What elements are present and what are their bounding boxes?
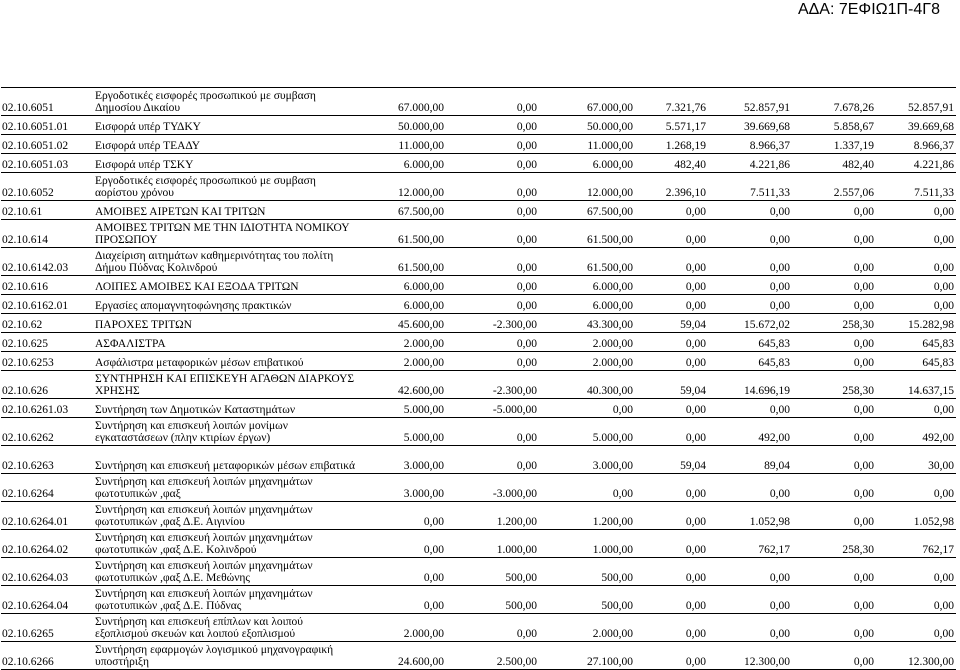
amount-cell: 4.221,86 xyxy=(708,154,792,173)
amount-cell: 0,00 xyxy=(792,276,876,295)
amount-cell: 0,00 xyxy=(792,558,876,586)
table-row xyxy=(1,558,956,586)
amount-cell: 1.200,00 xyxy=(539,502,635,530)
amount-cell: 0,00 xyxy=(635,586,708,614)
account-description: Συντήρηση και επισκευή λοιπών μηχανημάτων φωτοτυπικών ,φαξ Δ.Ε. Κολινδρού xyxy=(93,530,359,558)
amount-cell: 0,00 xyxy=(876,276,956,295)
account-code: 02.10.62 xyxy=(1,314,93,333)
amount-cell: 2.000,00 xyxy=(359,333,446,352)
account-code: 02.10.6051.03 xyxy=(1,154,93,173)
amount-cell: 0,00 xyxy=(446,173,539,201)
amount-cell: 14.696,19 xyxy=(708,371,792,399)
amount-cell: 59,04 xyxy=(635,446,708,474)
amount-cell: 0,00 xyxy=(635,276,708,295)
amount-cell: 0,00 xyxy=(635,530,708,558)
table-row xyxy=(1,371,956,399)
amount-cell: 500,00 xyxy=(446,586,539,614)
amount-cell: 0,00 xyxy=(635,558,708,586)
account-code: 02.10.6253 xyxy=(1,352,93,371)
account-code: 02.10.626 xyxy=(1,371,93,399)
amount-cell: -2.300,00 xyxy=(446,371,539,399)
table-row xyxy=(1,474,956,502)
table-row xyxy=(1,418,956,446)
amount-cell: 645,83 xyxy=(876,333,956,352)
account-description: Συντήρηση των Δημοτικών Καταστημάτων xyxy=(93,399,359,418)
amount-cell: 2.000,00 xyxy=(359,352,446,371)
amount-cell: 42.600,00 xyxy=(359,371,446,399)
amount-cell: 0,00 xyxy=(635,399,708,418)
amount-cell: 12.300,00 xyxy=(708,642,792,670)
amount-cell: 8.966,37 xyxy=(876,135,956,154)
amount-cell: 61.500,00 xyxy=(539,220,635,248)
amount-cell: 258,30 xyxy=(792,314,876,333)
amount-cell: 5.000,00 xyxy=(359,399,446,418)
amount-cell: 0,00 xyxy=(876,201,956,220)
amount-cell: 39.669,68 xyxy=(708,116,792,135)
amount-cell: 5.000,00 xyxy=(539,418,635,446)
account-description: ΣΥΝΤΗΡΗΣΗ ΚΑΙ ΕΠΙΣΚΕΥΗ ΑΓΑΘΩΝ ΔΙΑΡΚΟΥΣ ΧΡΗΣΗΣ xyxy=(93,371,359,399)
amount-cell: 645,83 xyxy=(876,352,956,371)
amount-cell: 500,00 xyxy=(539,558,635,586)
amount-cell: 0,00 xyxy=(446,295,539,314)
amount-cell: 492,00 xyxy=(708,418,792,446)
amount-cell: 0,00 xyxy=(635,614,708,642)
table-row xyxy=(1,276,956,295)
account-code: 02.10.6261.03 xyxy=(1,399,93,418)
amount-cell: 0,00 xyxy=(708,201,792,220)
account-description: Εισφορά υπέρ ΤΥΔΚΥ xyxy=(93,116,359,135)
amount-cell: 0,00 xyxy=(359,558,446,586)
amount-cell: 500,00 xyxy=(539,586,635,614)
table-row xyxy=(1,295,956,314)
amount-cell: 0,00 xyxy=(876,399,956,418)
amount-cell: 762,17 xyxy=(876,530,956,558)
amount-cell: 6.000,00 xyxy=(359,276,446,295)
account-code: 02.10.6262 xyxy=(1,418,93,446)
amount-cell: 258,30 xyxy=(792,530,876,558)
account-code: 02.10.6264.04 xyxy=(1,586,93,614)
amount-cell: 12.300,00 xyxy=(876,642,956,670)
table-row xyxy=(1,220,956,248)
amount-cell: 0,00 xyxy=(446,116,539,135)
amount-cell: 1.052,98 xyxy=(708,502,792,530)
amount-cell: 762,17 xyxy=(708,530,792,558)
amount-cell: 1.000,00 xyxy=(446,530,539,558)
amount-cell: 2.396,10 xyxy=(635,173,708,201)
amount-cell: 7.511,33 xyxy=(876,173,956,201)
amount-cell: 89,04 xyxy=(708,446,792,474)
account-code: 02.10.6051.02 xyxy=(1,135,93,154)
amount-cell: -5.000,00 xyxy=(446,399,539,418)
amount-cell: 52.857,91 xyxy=(876,88,956,116)
table-row xyxy=(1,586,956,614)
amount-cell: 0,00 xyxy=(446,333,539,352)
amount-cell: 67.000,00 xyxy=(539,88,635,116)
amount-cell: 0,00 xyxy=(792,220,876,248)
amount-cell: 11.000,00 xyxy=(359,135,446,154)
amount-cell: 0,00 xyxy=(446,88,539,116)
amount-cell: 12.000,00 xyxy=(359,173,446,201)
amount-cell: 2.000,00 xyxy=(539,333,635,352)
amount-cell: 0,00 xyxy=(446,248,539,276)
amount-cell: 0,00 xyxy=(446,614,539,642)
amount-cell: 5.000,00 xyxy=(359,418,446,446)
amount-cell: 1.052,98 xyxy=(876,502,956,530)
ada-code: ΑΔΑ: 7ΕΦΙΩ1Π-4Γ8 xyxy=(797,1,940,18)
amount-cell: 482,40 xyxy=(792,154,876,173)
amount-cell: 1.200,00 xyxy=(446,502,539,530)
amount-cell: 45.600,00 xyxy=(359,314,446,333)
amount-cell: 8.966,37 xyxy=(708,135,792,154)
amount-cell: 7.678,26 xyxy=(792,88,876,116)
amount-cell: 0,00 xyxy=(359,586,446,614)
amount-cell: 0,00 xyxy=(635,201,708,220)
amount-cell: 0,00 xyxy=(446,352,539,371)
amount-cell: 43.300,00 xyxy=(539,314,635,333)
account-code: 02.10.616 xyxy=(1,276,93,295)
amount-cell: 0,00 xyxy=(635,502,708,530)
table-row xyxy=(1,135,956,154)
amount-cell: 15.282,98 xyxy=(876,314,956,333)
amount-cell: 0,00 xyxy=(708,276,792,295)
amount-cell: 500,00 xyxy=(446,558,539,586)
amount-cell: 7.511,33 xyxy=(708,173,792,201)
amount-cell: 0,00 xyxy=(446,446,539,474)
amount-cell: 0,00 xyxy=(635,642,708,670)
table-row xyxy=(1,314,956,333)
amount-cell: 15.672,02 xyxy=(708,314,792,333)
account-code: 02.10.6052 xyxy=(1,173,93,201)
amount-cell: 0,00 xyxy=(876,586,956,614)
amount-cell: 0,00 xyxy=(792,333,876,352)
amount-cell: 11.000,00 xyxy=(539,135,635,154)
amount-cell: 67.500,00 xyxy=(539,201,635,220)
amount-cell: 0,00 xyxy=(635,248,708,276)
amount-cell: 6.000,00 xyxy=(539,154,635,173)
amount-cell: 482,40 xyxy=(635,154,708,173)
amount-cell: 0,00 xyxy=(539,474,635,502)
amount-cell: 0,00 xyxy=(792,502,876,530)
amount-cell: 3.000,00 xyxy=(359,474,446,502)
budget-table-body xyxy=(1,88,956,670)
amount-cell: 6.000,00 xyxy=(539,295,635,314)
amount-cell: 50.000,00 xyxy=(539,116,635,135)
amount-cell: 6.000,00 xyxy=(359,154,446,173)
amount-cell: 0,00 xyxy=(792,248,876,276)
amount-cell: 0,00 xyxy=(446,276,539,295)
amount-cell: 0,00 xyxy=(359,530,446,558)
amount-cell: 6.000,00 xyxy=(359,295,446,314)
account-description: Συντήρηση και επισκευή λοιπών μηχανημάτων φωτοτυπικών ,φαξ xyxy=(93,474,359,502)
amount-cell: 61.500,00 xyxy=(359,220,446,248)
amount-cell: 0,00 xyxy=(876,474,956,502)
table-row xyxy=(1,502,956,530)
table-row xyxy=(1,201,956,220)
amount-cell: 67.500,00 xyxy=(359,201,446,220)
account-code: 02.10.6266 xyxy=(1,642,93,670)
amount-cell: 3.000,00 xyxy=(359,446,446,474)
account-code: 02.10.6264 xyxy=(1,474,93,502)
amount-cell: -3.000,00 xyxy=(446,474,539,502)
amount-cell: 0,00 xyxy=(446,201,539,220)
amount-cell: 61.500,00 xyxy=(539,248,635,276)
amount-cell: 0,00 xyxy=(876,558,956,586)
amount-cell: 1.337,19 xyxy=(792,135,876,154)
amount-cell: 645,83 xyxy=(708,352,792,371)
account-description: ΑΜΟΙΒΕΣ ΑΙΡΕΤΩΝ ΚΑΙ ΤΡΙΤΩΝ xyxy=(93,201,359,220)
amount-cell: 0,00 xyxy=(708,220,792,248)
table-row xyxy=(1,399,956,418)
account-description: Συντήρηση και επισκευή επίπλων και λοιπού εξοπλισμού σκευών και λοιπού εξοπλισμού xyxy=(93,614,359,642)
amount-cell: 30,00 xyxy=(876,446,956,474)
amount-cell: 0,00 xyxy=(708,558,792,586)
amount-cell: 0,00 xyxy=(446,220,539,248)
amount-cell: 50.000,00 xyxy=(359,116,446,135)
account-description: Συντήρηση και επισκευή λοιπών μηχανημάτων φωτοτυπικών ,φαξ Δ.Ε. Αιγινίου xyxy=(93,502,359,530)
amount-cell: 0,00 xyxy=(635,418,708,446)
amount-cell: 4.221,86 xyxy=(876,154,956,173)
amount-cell: 0,00 xyxy=(876,295,956,314)
account-description: Εισφορά υπέρ ΤΕΑΔΥ xyxy=(93,135,359,154)
amount-cell: 0,00 xyxy=(792,295,876,314)
account-description: ΛΟΙΠΕΣ ΑΜΟΙΒΕΣ ΚΑΙ ΕΞΟΔΑ ΤΡΙΤΩΝ xyxy=(93,276,359,295)
table-row xyxy=(1,642,956,670)
amount-cell: 52.857,91 xyxy=(708,88,792,116)
amount-cell: 0,00 xyxy=(708,248,792,276)
amount-cell: 0,00 xyxy=(792,474,876,502)
amount-cell: 2.000,00 xyxy=(539,352,635,371)
table-row xyxy=(1,173,956,201)
amount-cell: 0,00 xyxy=(792,418,876,446)
account-description: ΑΣΦΑΛΙΣΤΡΑ xyxy=(93,333,359,352)
account-description: Ασφάλιστρα μεταφορικών μέσων επιβατικού xyxy=(93,352,359,371)
account-code: 02.10.6264.01 xyxy=(1,502,93,530)
account-description: Συντήρηση και επισκευή λοιπών μηχανημάτων φωτοτυπικών ,φαξ Δ.Ε. Μεθώνης xyxy=(93,558,359,586)
account-description: Εργοδοτικές εισφορές προσωπικού με συμβαση Δημοσίου Δικαίου xyxy=(93,88,359,116)
account-description: Συντήρηση και επισκευή λοιπών μονίμων εγκαταστάσεων (πλην κτιρίων έργων) xyxy=(93,418,359,446)
amount-cell: 1.268,19 xyxy=(635,135,708,154)
table-row xyxy=(1,352,956,371)
table-row xyxy=(1,116,956,135)
amount-cell: 0,00 xyxy=(446,154,539,173)
amount-cell: 2.500,00 xyxy=(446,642,539,670)
amount-cell: 2.000,00 xyxy=(539,614,635,642)
table-row xyxy=(1,333,956,352)
amount-cell: 0,00 xyxy=(635,333,708,352)
amount-cell: 0,00 xyxy=(359,502,446,530)
account-code: 02.10.6142.03 xyxy=(1,248,93,276)
account-description: Συντήρηση εφαρμογών λογισμικού μηχανογραφική υποστήριξη xyxy=(93,642,359,670)
amount-cell: 0,00 xyxy=(792,201,876,220)
amount-cell: -2.300,00 xyxy=(446,314,539,333)
amount-cell: 7.321,76 xyxy=(635,88,708,116)
account-description: Εργοδοτικές εισφορές προσωπικού με συμβαση αορίστου χρόνου xyxy=(93,173,359,201)
amount-cell: 27.100,00 xyxy=(539,642,635,670)
amount-cell: 0,00 xyxy=(792,446,876,474)
amount-cell: 0,00 xyxy=(708,614,792,642)
amount-cell: 6.000,00 xyxy=(539,276,635,295)
amount-cell: 3.000,00 xyxy=(539,446,635,474)
account-code: 02.10.6263 xyxy=(1,446,93,474)
account-description: Εισφορά υπέρ ΤΣΚΥ xyxy=(93,154,359,173)
amount-cell: 0,00 xyxy=(708,474,792,502)
amount-cell: 0,00 xyxy=(876,220,956,248)
amount-cell: 40.300,00 xyxy=(539,371,635,399)
amount-cell: 0,00 xyxy=(876,248,956,276)
account-description: Συντήρηση και επισκευή λοιπών μηχανημάτων φωτοτυπικών ,φαξ Δ.Ε. Πύδνας xyxy=(93,586,359,614)
amount-cell: 12.000,00 xyxy=(539,173,635,201)
account-code: 02.10.6264.03 xyxy=(1,558,93,586)
account-description: ΑΜΟΙΒΕΣ ΤΡΙΤΩΝ ΜΕ ΤΗΝ ΙΔΙΟΤΗΤΑ ΝΟΜΙΚΟΥ ΠΡΟΣΩΠΟΥ xyxy=(93,220,359,248)
table-row xyxy=(1,248,956,276)
account-code: 02.10.625 xyxy=(1,333,93,352)
amount-cell: 258,30 xyxy=(792,371,876,399)
account-code: 02.10.6162.01 xyxy=(1,295,93,314)
account-description: Διαχείριση αιτημάτων καθημερινότητας του πολίτη Δήμου Πύδνας Κολινδρού xyxy=(93,248,359,276)
account-code: 02.10.61 xyxy=(1,201,93,220)
amount-cell: 39.669,68 xyxy=(876,116,956,135)
table-row xyxy=(1,154,956,173)
amount-cell: 0,00 xyxy=(792,642,876,670)
amount-cell: 0,00 xyxy=(708,295,792,314)
account-code: 02.10.6051 xyxy=(1,88,93,116)
table-row xyxy=(1,88,956,116)
amount-cell: 1.000,00 xyxy=(539,530,635,558)
account-description: ΠΑΡΟΧΕΣ ΤΡΙΤΩΝ xyxy=(93,314,359,333)
amount-cell: 0,00 xyxy=(446,135,539,154)
amount-cell: 0,00 xyxy=(792,614,876,642)
amount-cell: 5.571,17 xyxy=(635,116,708,135)
amount-cell: 0,00 xyxy=(708,586,792,614)
amount-cell: 0,00 xyxy=(539,399,635,418)
amount-cell: 492,00 xyxy=(876,418,956,446)
account-code: 02.10.6051.01 xyxy=(1,116,93,135)
account-description: Εργασίες απομαγνητοφώνησης πρακτικών xyxy=(93,295,359,314)
amount-cell: 59,04 xyxy=(635,371,708,399)
amount-cell: 67.000,00 xyxy=(359,88,446,116)
amount-cell: 0,00 xyxy=(792,586,876,614)
amount-cell: 14.637,15 xyxy=(876,371,956,399)
amount-cell: 0,00 xyxy=(876,614,956,642)
table-row xyxy=(1,446,956,474)
amount-cell: 2.557,06 xyxy=(792,173,876,201)
account-code: 02.10.6264.02 xyxy=(1,530,93,558)
account-description: Συντήρηση και επισκευή μεταφορικών μέσων επιβατικά xyxy=(93,446,359,474)
account-code: 02.10.614 xyxy=(1,220,93,248)
amount-cell: 5.858,67 xyxy=(792,116,876,135)
amount-cell: 0,00 xyxy=(708,399,792,418)
amount-cell: 24.600,00 xyxy=(359,642,446,670)
amount-cell: 59,04 xyxy=(635,314,708,333)
table-row xyxy=(1,530,956,558)
amount-cell: 61.500,00 xyxy=(359,248,446,276)
amount-cell: 0,00 xyxy=(635,474,708,502)
amount-cell: 0,00 xyxy=(446,418,539,446)
amount-cell: 0,00 xyxy=(635,295,708,314)
budget-table xyxy=(1,87,956,670)
amount-cell: 0,00 xyxy=(792,352,876,371)
amount-cell: 0,00 xyxy=(792,399,876,418)
table-row xyxy=(1,614,956,642)
amount-cell: 0,00 xyxy=(635,352,708,371)
amount-cell: 2.000,00 xyxy=(359,614,446,642)
amount-cell: 645,83 xyxy=(708,333,792,352)
amount-cell: 0,00 xyxy=(635,220,708,248)
account-code: 02.10.6265 xyxy=(1,614,93,642)
